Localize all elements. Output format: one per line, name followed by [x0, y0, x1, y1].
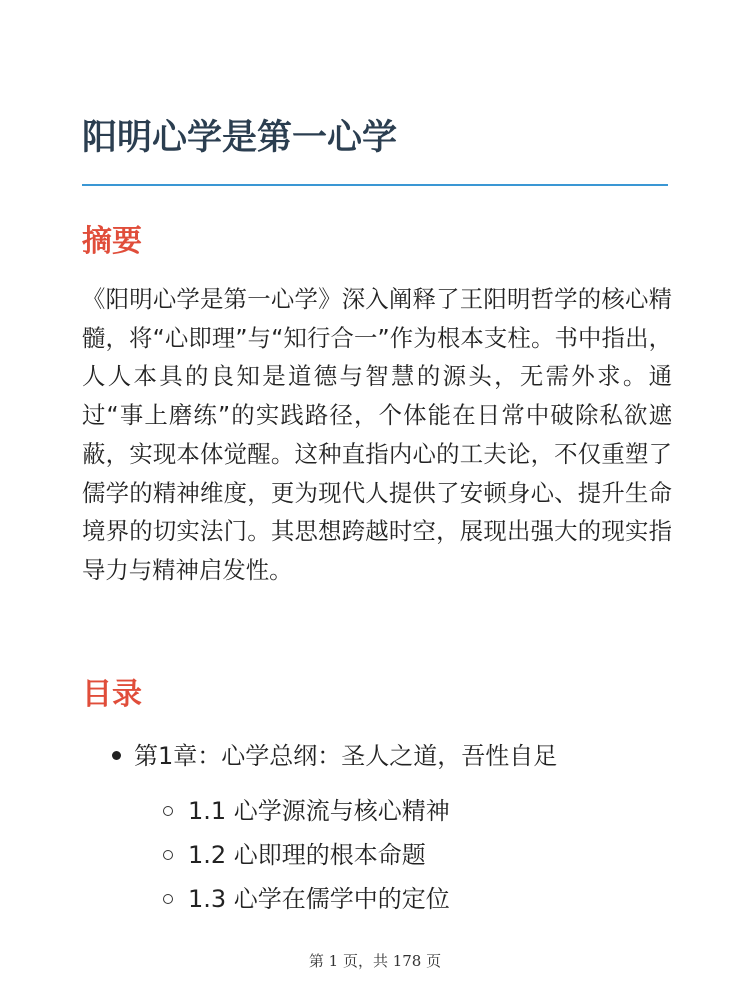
toc-chapter-item[interactable] — [0, 735, 750, 913]
page-number-footer: 第 1 页，共 178 页 — [308, 952, 442, 970]
toc-section-item[interactable] — [0, 879, 750, 923]
toc-chapter-label[interactable]: 第1章：心学总纲：圣人之道，吾性自足 — [134, 742, 558, 770]
circle-bullet-icon — [163, 806, 173, 816]
abstract-heading: 摘要 — [82, 224, 142, 259]
toc-section-item[interactable] — [0, 835, 750, 879]
toc-heading: 目录 — [82, 677, 142, 712]
abstract-paragraph: 《阳明心学是第一心学》深入阐释了王阳明哲学的核心精髓，将“心即理”与“知行合一”作为根本支柱。书中指出，人人本具的良知是道德与智慧的源头，无需外求。通过“事上磨练”的实践路径，个体能在日常中破除私欲遮蔽，实现本体觉醒。这种直指内心的工夫论，不仅重塑了儒学的精神维度，更为现代人提供了安顿身心、提升生命境界的切实法门。其思想跨越时空，展现出强大的现实指导力与精神启发性。 — [82, 285, 672, 584]
circle-bullet-icon — [163, 894, 173, 904]
bullet-icon — [112, 751, 121, 760]
toc-section-label[interactable]: 1.1 心学源流与核心精神 — [188, 797, 450, 825]
toc-list — [0, 735, 750, 913]
toc-section-item[interactable] — [0, 791, 750, 835]
title-divider — [82, 184, 668, 186]
toc-section-list — [0, 791, 750, 923]
toc-section-label[interactable]: 1.3 心学在儒学中的定位 — [188, 885, 450, 913]
document-title: 阳明心学是第一心学 — [82, 118, 398, 158]
toc-section-label[interactable]: 1.2 心即理的根本命题 — [188, 841, 426, 869]
circle-bullet-icon — [163, 850, 173, 860]
